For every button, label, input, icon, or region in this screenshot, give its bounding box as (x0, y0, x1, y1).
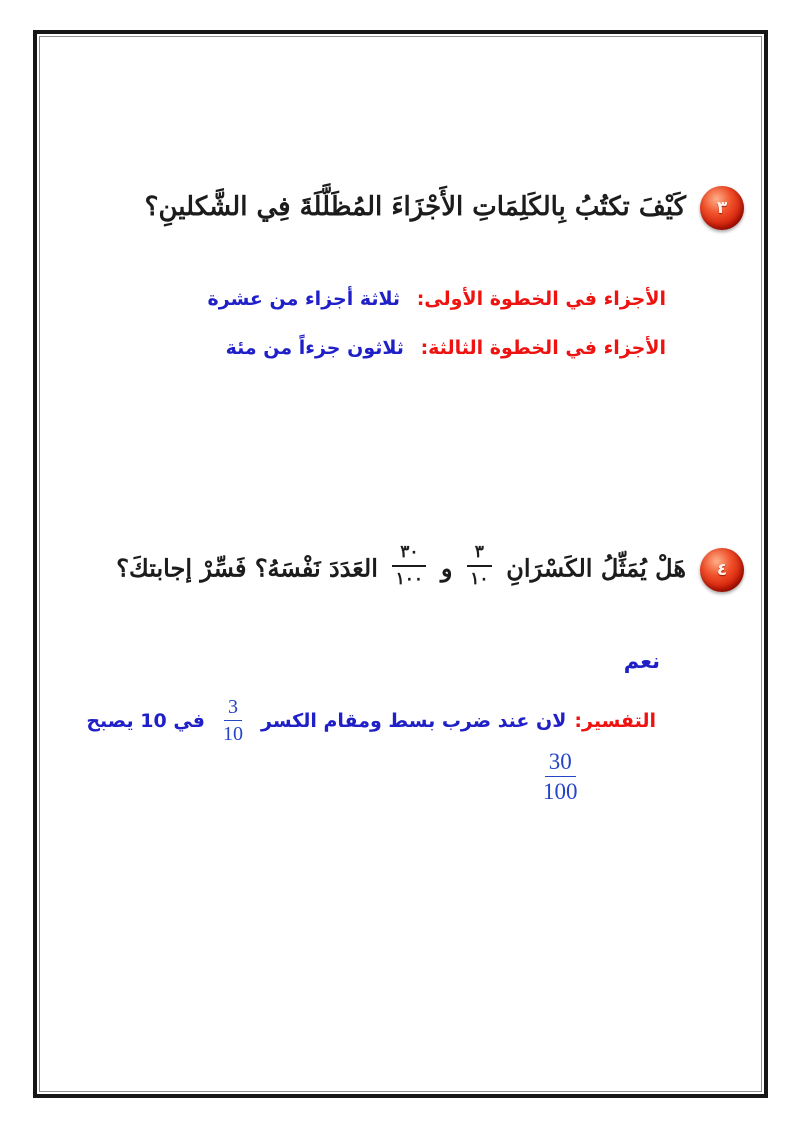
question-3-number: ٣ (716, 198, 728, 218)
question-4-number-ball-icon (700, 548, 744, 592)
answer-value-third: ثلاثون جزءاً من مئة (225, 337, 404, 359)
answer-value-first: ثلاثة أجزاء من عشرة (207, 288, 401, 310)
answer-line-first-shape (208, 288, 666, 310)
question-3-text: كَيْفَ تكتُبُ بِالكَلِمَاتِ الأَجْزَاءَ المُظَلَّلَةَ فِي الشَّكلينِ؟ (144, 192, 686, 223)
fraction-denominator: ١٠ (470, 569, 489, 589)
question-3-row (145, 186, 744, 230)
fraction-denominator: 100 (543, 779, 578, 804)
fraction-numerator: 30 (545, 750, 576, 777)
explanation-label: التفسير: (574, 709, 656, 732)
explanation-row (86, 697, 656, 744)
answer-label-third: الأجزاء في الخطوة الثالثة: (420, 337, 666, 359)
answer-yes: نعم (623, 649, 660, 673)
question-4-text (116, 542, 686, 592)
fraction-30-over-100-western (543, 750, 578, 803)
fraction-30-over-100-arabic (392, 544, 426, 588)
answer-line-third-shape (208, 337, 666, 359)
fraction-denominator: 10 (223, 723, 243, 745)
question-4-row (116, 542, 744, 592)
fraction-numerator: ٣ (467, 544, 492, 567)
explanation-end: في 10 يصبح (86, 709, 205, 732)
fraction-3-over-10-western (223, 697, 243, 744)
fraction-numerator: ٣٠ (392, 544, 426, 567)
question-3-number-ball-icon (700, 186, 744, 230)
question-3-answers (208, 288, 666, 386)
fraction-3-over-10-arabic (467, 544, 492, 588)
explanation-text: لان عند ضرب بسط ومقام الكسر (261, 709, 567, 732)
question-4-number: ٤ (716, 560, 728, 580)
question-4-conjunction: و (440, 553, 453, 583)
answer-label-first: الأجزاء في الخطوة الأولى: (416, 288, 666, 310)
question-4-text-end: العَدَدَ نَفْسَهُ؟ فَسِّرْ إجابتكَ؟ (116, 553, 378, 583)
fraction-denominator: ١٠٠ (395, 569, 424, 589)
question-4-text-start: هَلْ يُمَثِّلُ الكَسْرَانِ (506, 553, 686, 583)
fraction-numerator: 3 (224, 697, 242, 721)
